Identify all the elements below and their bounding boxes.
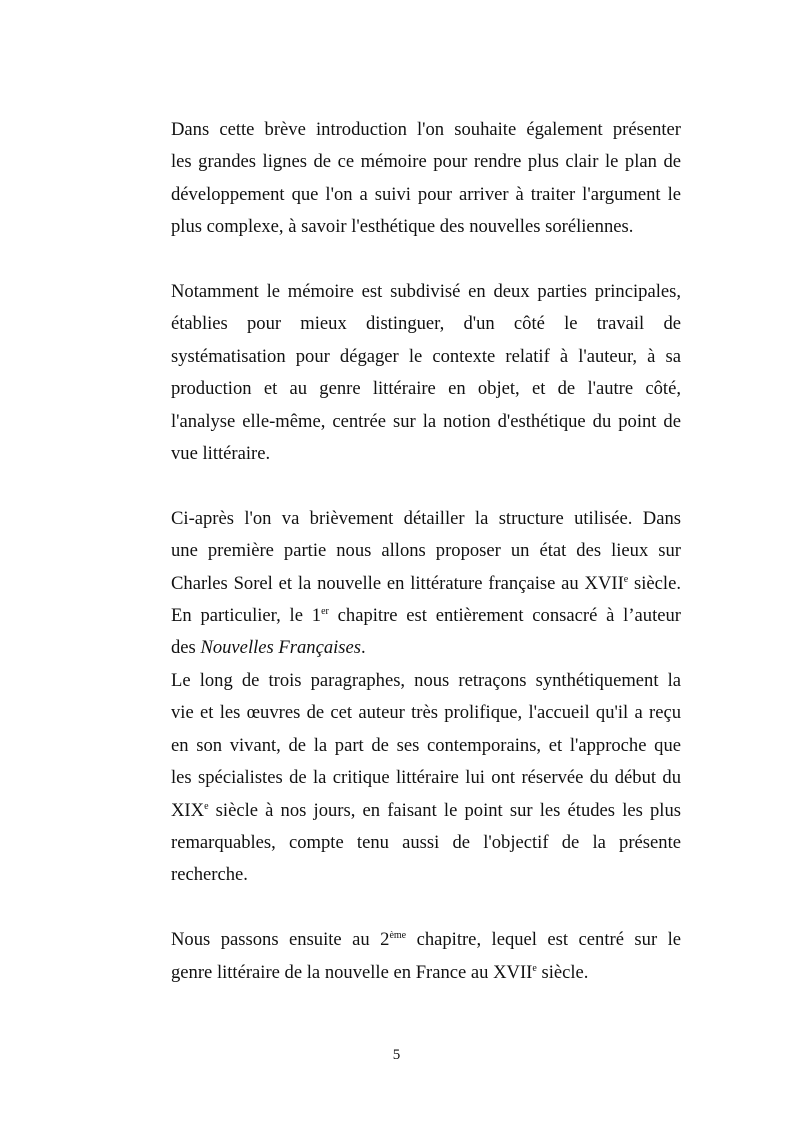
text-line: en son vivant, de la part de ses contemporains, et l'approche que [171,734,681,756]
text-segment: XIX [171,799,205,821]
text-line [171,924,681,956]
text-line: les grandes lignes de ce mémoire pour rendre plus clair le plan de [171,151,681,173]
text-line [171,568,681,600]
superscript: ème [389,930,407,942]
text-line [171,795,681,827]
text-line [171,957,681,989]
text-segment: En particulier, le 1 [171,605,322,627]
text-line: une première partie nous allons proposer un état des lieux sur [171,540,681,562]
text-line: plus complexe, à savoir l'esthétique des nouvelles soréliennes. [171,216,634,238]
text-line: vue littéraire. [171,443,271,465]
text-line: vie et les œuvres de cet auteur très prolifique, l'accueil qu'il a reçu [171,702,681,724]
text-segment: siècle. [536,961,589,983]
superscript: e [532,962,537,974]
text-line [171,600,681,632]
text-line: les spécialistes de la critique littéraire lui ont réservée du début du [171,767,681,789]
text-segment: siècle à nos jours, en faisant le point sur les études les plus [208,799,681,821]
text-line: Notamment le mémoire est subdivisé en deux parties principales, [171,281,681,303]
text-line: Le long de trois paragraphes, nous retraçons synthétiquement la [171,669,681,691]
text-segment: . [361,637,366,659]
text-line: production et au genre littéraire en objet, et de l'autre côté, [171,378,681,400]
book-title: Nouvelles Françaises [200,637,362,659]
text-segment: des [171,637,201,659]
text-line: Dans cette brève introduction l'on souhaite également présenter [171,119,681,140]
text-segment: chapitre, lequel est centré sur le [406,929,682,951]
paragraph-second-chapter [171,924,681,989]
text-line [171,632,681,664]
text-line: l'analyse elle-même, centrée sur la notion d'esthétique du point de [171,410,681,432]
body-text [171,114,681,1021]
text-segment: Charles Sorel et la nouvelle en littérature française au XVII [171,572,624,594]
text-line: systématisation pour dégager le contexte relatif à l'auteur, à sa [171,345,681,367]
text-segment: genre littéraire de la nouvelle en France au XVII [171,961,533,983]
text-line: Ci-après l'on va brièvement détailler la structure utilisée. Dans [171,507,681,529]
page-number: 5 [392,1047,401,1063]
text-line: développement que l'on a suivi pour arriver à traiter l'argument le [171,183,681,205]
text-line: remarquables, compte tenu aussi de l'objectif de la présente [171,831,681,853]
text-line: établies pour mieux distinguer, d'un côté le travail de [171,313,681,335]
superscript: e [204,800,209,812]
paragraph-author-life [171,665,681,892]
text-segment: chapitre est entièrement consacré à l’auteur [328,605,681,627]
text-segment: siècle. [628,572,682,594]
paragraph-structure [171,276,681,470]
paragraph-introduction [171,114,681,244]
paragraph-first-part [171,503,681,665]
text-line: recherche. [171,864,248,886]
superscript: er [321,606,329,618]
text-segment: Nous passons ensuite au 2 [171,929,390,951]
superscript: e [623,573,629,585]
